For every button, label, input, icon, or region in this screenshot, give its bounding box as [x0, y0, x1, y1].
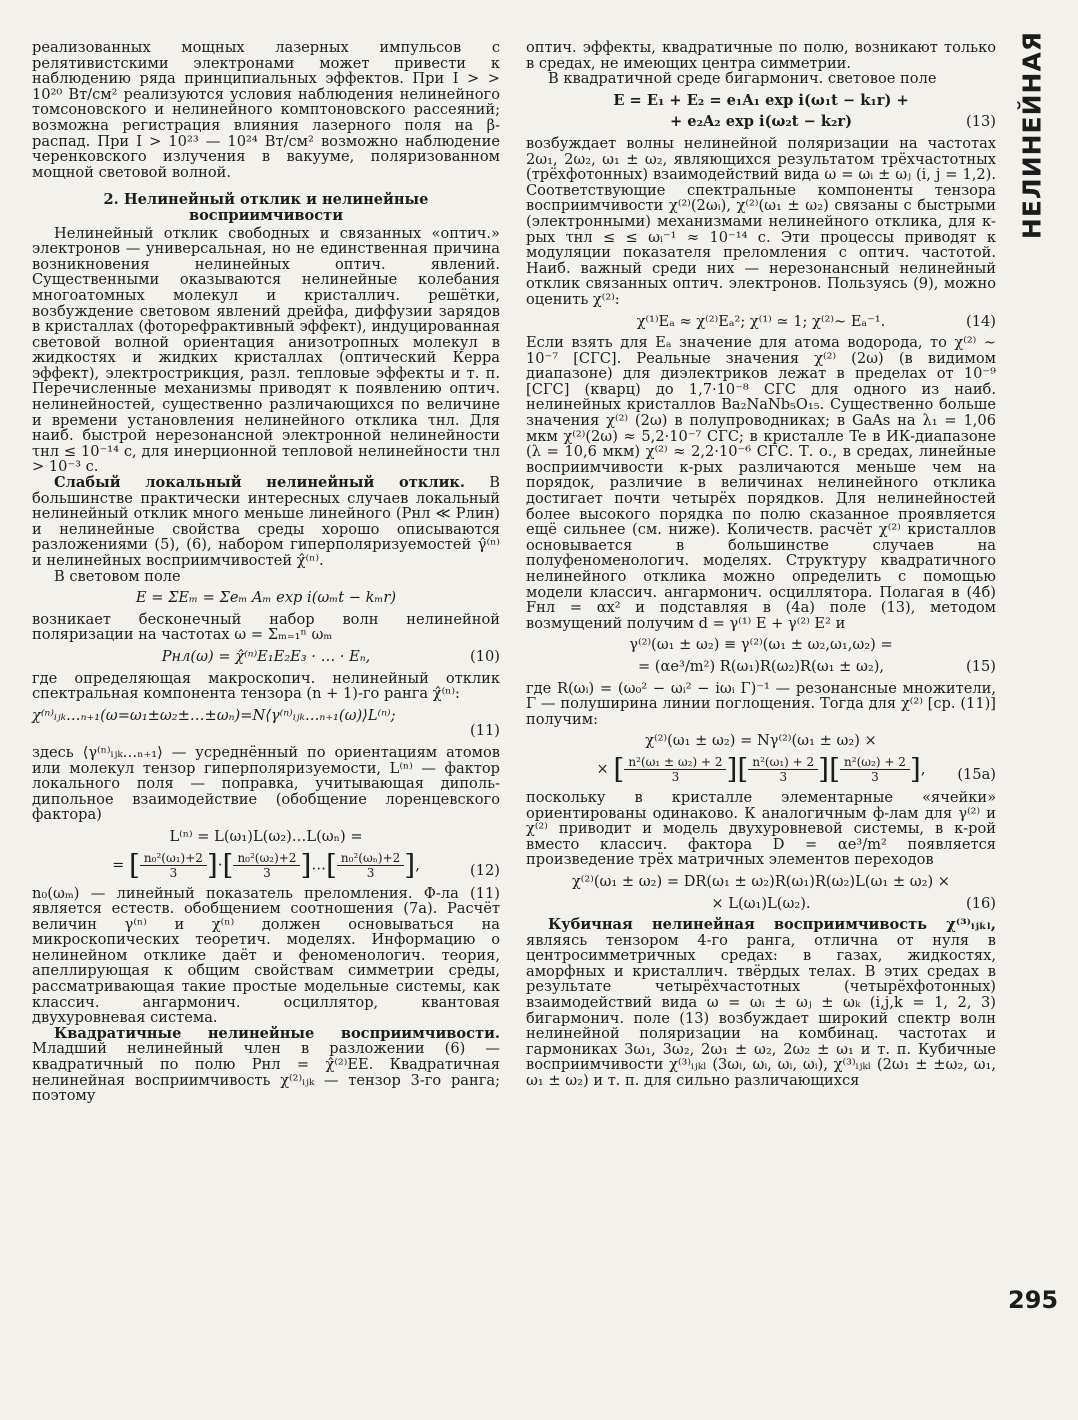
paragraph: поскольку в кристалле элементарные «ячейки» ориентированы одинаково. К аналогичным ф-лам для γ⁽²⁾ и χ⁽²⁾ приводит и модель двухуровневой системы, в к-рой вместо классич. фактора D = αe³/m² появляется произведение трёх матричных элементов переходов: [526, 788, 996, 869]
paragraph: Нелинейный отклик свободных и связанных «оптич.» электронов — универсальная, но не единственная причина возникновения нелинейных оптич. явлений. Существенными оказываются нелинейные колебания многоатомных молекул и кристаллич. решётки, возбуждение световом явлений дрейфа, диффузии зарядов в кристаллах (фоторефрактивный эффект), индуцированная световой волной ориентация анизотропных молекул в жидкостях и жидких кристаллах (оптический Керра эффект), электрострикция, разл. тепловые эффекты и т. п. Перечисленные механизмы приводят к появлению оптич. нелинейностей, существенно различающихся по величине и времени установления нелинейного отклика τнл. Для наиб. быстрой нерезонансной электронной нелинейности τнл ≤ 10⁻¹⁴ с, для инерционной тепловой нелинейности τнл > 10⁻³ с.: [32, 224, 500, 476]
equation-11: [32, 708, 500, 739]
paragraph-text: Младший нелинейный член в разложении (6) — квадратичный по полю Pнл = χ̂⁽²⁾EE. Квадратичная нелинейная восприимчивость χ⁽²⁾ᵢⱼₖ — тензор 3-го ранга; поэтому: [32, 1040, 500, 1105]
equation-number: (13): [966, 113, 996, 131]
paragraph: n₀(ωₘ) — линейный показатель преломления. Ф-ла (11) является естеств. обобщением соотношения (7а). Расчёт величин γ⁽ⁿ⁾ и χ⁽ⁿ⁾ должен основываться на микроскопических теоретич. моделях. Информацию о нелинейном отклике даёт и феноменологич. теория, апеллирующая к общим свойствам симметрии среды, рассматривающая такие простые модельные системы, как классич. ангармонич. осциллятор, квантовая двухуровневая система.: [32, 884, 500, 1027]
equation-15-line1: γ⁽²⁾(ω₁ ± ω₂) ≡ γ⁽²⁾(ω₁ ± ω₂,ω₁,ω₂) =: [629, 636, 893, 654]
equation-13-line2: [526, 114, 996, 130]
equation-number: (15): [966, 657, 996, 675]
fraction: $\frac{\text{n²(ω₂) + 2}}{3}$: [840, 755, 910, 784]
equation-number: (15а): [957, 765, 996, 783]
equation-14: [526, 314, 996, 330]
equation-number: (14): [966, 312, 996, 330]
equation-12-line2: = [ $\frac{\text{n₀²(ω₁)+2}}{3}$ ]·[ $\frac{\text{n₀²(ω₂)+2}}{3}$ ]…[ $\frac{\text{n₀²(ωₙ)+2}}{3}$ ], (12): [112, 848, 500, 882]
section-heading: 2. Нелинейный отклик и нелинейные восприимчивости: [103, 191, 429, 224]
left-column: [32, 40, 500, 1104]
run-in-heading: Слабый локальный нелинейный отклик.: [54, 474, 466, 492]
paragraph: В квадратичной среде бигармонич. световое поле: [548, 70, 937, 88]
equation-body: × L(ω₁)L(ω₂).: [711, 894, 811, 912]
fraction: $\frac{\text{n₀²(ω₁)+2}}{3}$: [140, 851, 207, 880]
equation-15a-line2: × [ $\frac{\text{n²(ω₁ ± ω₂) + 2}}{3}$ ][ $\frac{\text{n²(ω₁) + 2}}{3}$ ][ $\frac{\text{n²(ω₂) + 2}}{3}$ ], (15а): [596, 752, 996, 786]
equation-number: (16): [966, 894, 996, 912]
equation-15-line2: [526, 659, 996, 675]
paragraph-text: являясь тензором 4-го ранга, отлична от нуля в центросимметричных средах: в газах, жидкостях, аморфных и кристаллич. твёрдых телах. В этих средах в результате четырёхчастотных (четырёхфотонных) взаимодействий вида ω = ωᵢ ± ωⱼ ± ωₖ (i,j,k = 1, 2, 3) бигармонич. поле (13) возбуждает широкий спектр волн нелинейной поляризации на комбинац. частотах и гармониках 3ω₁, 3ω₂, 2ω₁ ± ω₂, 2ω₂ ± ω₁ и т. п. Кубичные восприимчивости χ⁽³⁾ᵢⱼₖₗ (3ωᵢ, ωᵢ, ωᵢ, ωᵢ), χ⁽³⁾ᵢⱼₖₗ (2ω₁ ± ±ω₂, ω₁, ω₁ ± ω₂) и т. п. для сильно различающихся: [526, 931, 996, 1090]
paragraph: оптич. эффекты, квадратичные по полю, возникают только в средах, не имеющих центра симметрии.: [526, 39, 996, 72]
paragraph: возникает бесконечный набор волн нелинейной поляризации на частотах ω = Σₘ₌₁ⁿ ωₘ: [32, 610, 500, 644]
paragraph: [32, 1026, 500, 1104]
equation-number: (11): [470, 722, 500, 740]
running-header-text: НЕЛИНЕЙНАЯ: [1017, 30, 1047, 240]
paragraph: Если взять для Eₐ значение для атома водорода, то χ⁽²⁾ ∼ 10⁻⁷ [СГС]. Реальные значения χ⁽²⁾ (2ω) (в видимом диапазоне) для диэлектриков лежат в пределах от 10⁻⁹ [СГС] (кварц) до 1,7·10⁻⁸ СГС для одного из наиб. нелинейных кристаллов Ba₂NaNb₅O₁₅. Существенно больше значения χ⁽²⁾ (2ω) в полупроводниках; в GaAs на λ₁ = 1,06 мкм χ⁽²⁾(2ω) ≈ 5,2·10⁻⁷ СГС; в кристалле Te в ИК-диапазоне (λ = 10,6 мкм) χ⁽²⁾ ≈ 2,2·10⁻⁶ СГС. Т. о., в средах, линейные восприимчивости к-рых различаются меньше чем на порядок, различие в величинах нелинейного отклика достигает почти четырёх порядков. Для нелинейностей более высокого порядка по полю сказанное проявляется ещё сильнее (см. ниже). Количеств. расчёт χ⁽²⁾ кристаллов основывается в большинстве случаев на полуфеноменологич. моделях. Структуру квадратичного нелинейного отклика можно определить с помощью модели классич. ангармонич. осциллятора. Полагая в (4б) Fнл = αx² и подставляя в (4а) поле (13), методом возмущений получим d = γ⁽¹⁾ E + γ⁽²⁾ E² и: [526, 334, 996, 632]
equation-13-line1: E = E₁ + E₂ = e₁A₁ exp i(ω₁t − k₁r) +: [613, 91, 909, 109]
run-in-heading: Кубичная нелинейная восприимчивость χ⁽³⁾ᵢⱼₖₗ,: [548, 916, 996, 934]
fraction: $\frac{\text{n²(ω₁) + 2}}{3}$: [748, 755, 818, 784]
paragraph: возбуждает волны нелинейной поляризации на частотах 2ω₁, 2ω₂, ω₁ ± ω₂, являющихся результатом трёхчастотных (трёхфотонных) взаимодействий вида ω = ωᵢ ± ωⱼ (i, j = 1,2). Соответствующие спектральные компоненты тензора восприимчивости χ⁽²⁾(2ωᵢ), χ⁽²⁾(ω₁ ± ω₂) связаны с быстрыми (электронными) механизмами нелинейного отклика, для к-рых τнл ≤ ≤ ωᵢ⁻¹ ≈ 10⁻¹⁴ с. Эти процессы приводят к модуляции показателя преломления с оптич. частотой. Наиб. важный среди них — нерезонансный нелинейный отклик связанных оптич. электронов. Пользуясь (9), можно оценить χ⁽²⁾:: [526, 134, 996, 308]
run-in-heading: Квадратичные нелинейные восприимчивости.: [54, 1024, 500, 1042]
paragraph: здесь ⟨γ⁽ⁿ⁾ᵢⱼₖ…ₙ₊₁⟩ — усреднённый по ориентациям атомов или молекул тензор гиперполяризуемости, L⁽ⁿ⁾ — фактор локального поля — поправка, учитывающая диполь-дипольное взаимодействие (обобщение лоренцевского фактора): [32, 743, 500, 824]
paragraph: В световом поле: [54, 567, 181, 585]
paragraph-text: В большинстве практически интересных случаев локальный нелинейный отклик много меньше линейного (Pнл ≪ Pлин) и нелинейные свойства среды хорошо описываются разложениями (5), (6), набором гиперполяризуемостей γ̂⁽ⁿ⁾ и нелинейных восприимчивостей χ̂⁽ⁿ⁾.: [32, 474, 500, 569]
equation-12-line1: L⁽ⁿ⁾ = L(ω₁)L(ω₂)…L(ωₙ) =: [169, 827, 363, 845]
equation-16-line2: [526, 896, 996, 912]
paragraph: [526, 917, 996, 1089]
fraction: $\frac{\text{n²(ω₁ ± ω₂) + 2}}{3}$: [624, 755, 726, 784]
equation-body: Pнл(ω) = χ̂⁽ⁿ⁾E₁E₂E₃ · … · Eₙ,: [161, 647, 371, 665]
equation-15a-line1: χ⁽²⁾(ω₁ ± ω₂) = Nγ⁽²⁾(ω₁ ± ω₂) ×: [645, 732, 877, 750]
fraction: $\frac{\text{n₀²(ω₂)+2}}{3}$: [233, 851, 300, 880]
fraction: $\frac{\text{n₀²(ωₙ)+2}}{3}$: [337, 851, 404, 880]
page-number: 295: [1008, 1286, 1059, 1314]
paragraph: где определяющая макроскопич. нелинейный отклик спектральная компонента тензора (n + 1)-го ранга χ̂⁽ⁿ⁾:: [32, 669, 500, 703]
paragraph: [32, 475, 500, 569]
running-header: [1009, 30, 1055, 240]
equation-10: [32, 649, 500, 665]
right-column: [526, 40, 996, 1089]
equation-number: (10): [470, 647, 500, 665]
equation-body: χ⁽ⁿ⁾ᵢⱼₖ…ₙ₊₁(ω=ω₁±ω₂±…±ωₙ)=N⟨γ⁽ⁿ⁾ᵢⱼₖ…ₙ₊₁(ω)⟩L⁽ⁿ⁾;: [32, 706, 396, 724]
equation-number: (12): [470, 861, 500, 879]
equation-body: χ⁽¹⁾Eₐ ≈ χ⁽²⁾Eₐ²; χ⁽¹⁾ ≃ 1; χ⁽²⁾∼ Eₐ⁻¹.: [636, 312, 886, 330]
equation-field: E = ΣEₘ = Σeₘ Aₘ exp i(ωₘt − kₘr): [135, 589, 397, 607]
equation-body: + e₂A₂ exp i(ω₂t − k₂r): [669, 113, 853, 131]
paragraph: реализованных мощных лазерных импульсов с релятивистскими электронами может привести к наблюдению ряда принципиальных эффектов. При I > > 10²⁰ Вт/см² реализуются условия наблюдения нелинейного томсоновского и нелинейного комптоновского рассеяний; возможна регистрация влияния лазерного поля на β-распад. При I > 10²³ — 10²⁴ Вт/см² возможно наблюдение черенковского излучения в вакууме, поляризованном мощной световой волной.: [32, 39, 500, 181]
equation-body: = (αe³/m²) R(ω₁)R(ω₂)R(ω₁ ± ω₂),: [637, 657, 885, 675]
paragraph: где R(ωᵢ) = (ω₀² − ωᵢ² − iωᵢ Γ)⁻¹ — резонансные множители, Γ — полуширина линии поглощения. Тогда для χ⁽²⁾ [ср. (11)] получим:: [526, 679, 996, 728]
equation-16-line1: χ⁽²⁾(ω₁ ± ω₂) = DR(ω₁ ± ω₂)R(ω₁)R(ω₂)L(ω₁ ± ω₂) ×: [571, 872, 951, 890]
